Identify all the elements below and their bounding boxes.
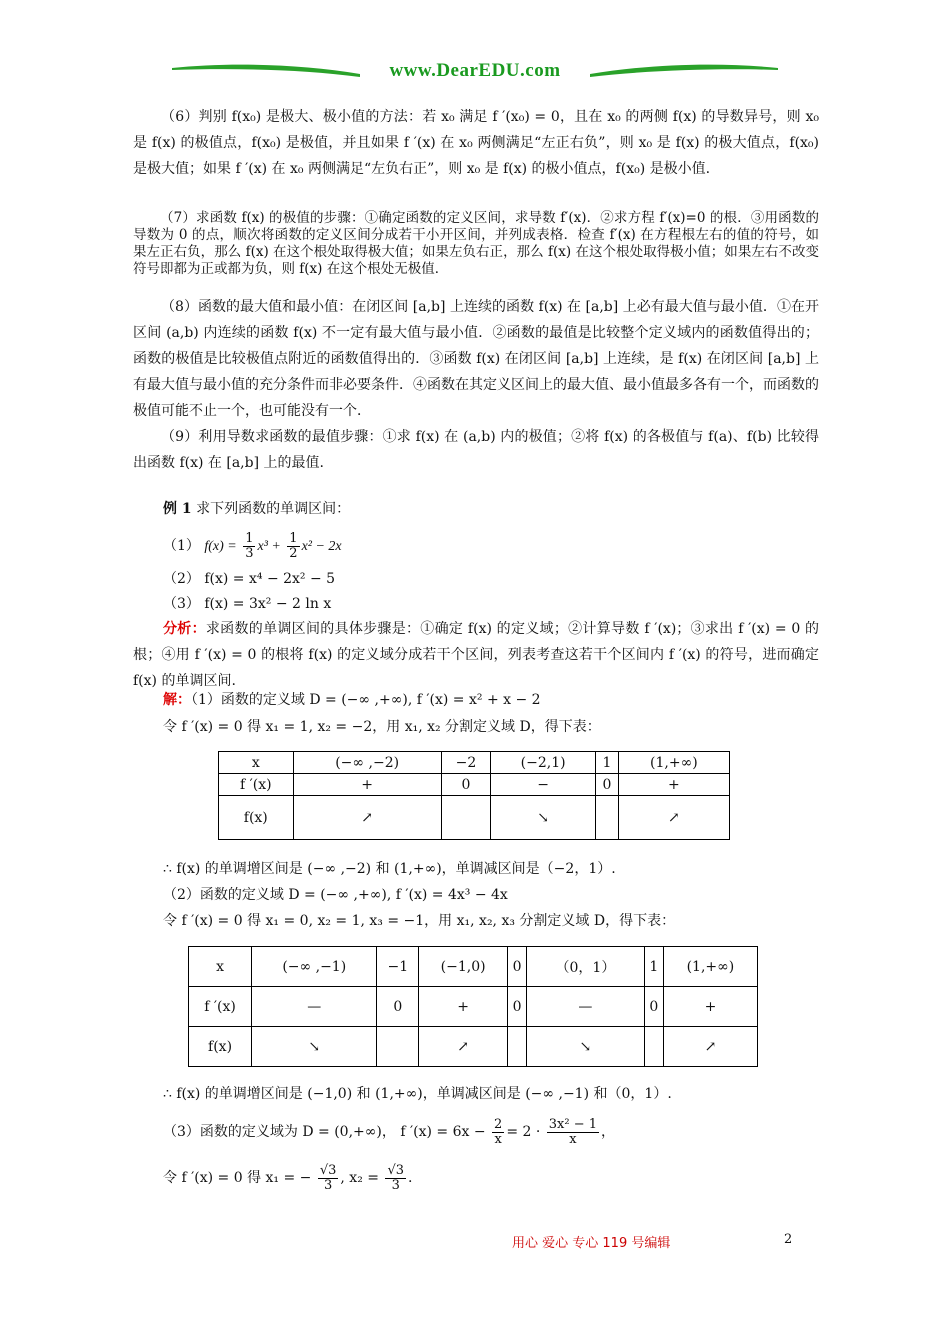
solution-2b: 令 f ′(x) = 0 得 x₁ = 0, x₂ = 1, x₃ = −1，用 x₁, x₂, x₃ 分割定义域 D，得下表： bbox=[163, 913, 676, 929]
table-2-cell bbox=[377, 1027, 419, 1067]
table-1-cell: (1,+∞) bbox=[618, 752, 729, 774]
table-2-cell: (−1,0) bbox=[419, 947, 508, 987]
paragraph-8: （8）函数的最大值和最小值：在闭区间 [a,b] 上连续的函数 f(x) 在 [a,b] 上必有最大值与最小值．①在开区间 (a,b) 内连续的函数 f(x) 不一定有最大值与最小值．②函数的最值是比较整个定义域内的函数值得出的；函数的极值是比较极值点附近的函数值得出的．③函数 f(x) 在闭区间 [a,b] 上连续，是 f(x) 在闭区间 [a,b] 上有最大值与最小值的充分条件而非必要条件．④函数在其定义区间上的最大值、最小值最多各有一个，而函数的极值可能不止一个，也可能没有一个． bbox=[133, 299, 819, 419]
s3-pre: （3）函数的定义域为 D = (0,+∞)， f ′(x) = 6x − bbox=[163, 1124, 486, 1140]
table-1-cell: f ′(x) bbox=[219, 774, 294, 796]
header-banner bbox=[170, 58, 780, 84]
question-1 bbox=[163, 528, 342, 564]
example-heading bbox=[163, 498, 350, 520]
s3b-end: . bbox=[408, 1170, 413, 1186]
table-1 bbox=[218, 751, 730, 840]
table-2-cell: ↗ bbox=[663, 1027, 757, 1067]
table-2-cell: (−∞ ,−1) bbox=[252, 947, 377, 987]
table-1-cell: (−2,1) bbox=[491, 752, 596, 774]
s3b-fraction-1: $\frac{√3}{3}$ bbox=[319, 1162, 337, 1193]
question-2: （2） f(x) = x⁴ − 2x² − 5 bbox=[163, 571, 336, 587]
table-1-cell: ↗ bbox=[618, 796, 729, 840]
table-2-row bbox=[189, 947, 758, 987]
conclusion-2: ∴ f(x) 的单调增区间是 (−1,0) 和 (1,+∞)，单调减区间是 (−∞ ,−1) 和（0，1）. bbox=[163, 1086, 672, 1102]
paragraph-7: （7）求函数 f(x) 的极值的步骤：①确定函数的定义区间，求导数 f′(x)．②求方程 f′(x)=0 的根．③用函数的导数为 0 的点，顺次将函数的定义区间分成若干小开区间，并列成表格．检查 f′(x) 在方程根左右的值的符号，如果左正右负，那么 f(x) 在这个根处取得极大值；如果左负右正，那么 f(x) 在这个根处取得极小值；如果左右不改变符号即都为正或都为负，则 f(x) 在这个根处无极值． bbox=[133, 210, 819, 277]
table-2-cell: ↘ bbox=[252, 1027, 377, 1067]
table-2-row bbox=[189, 1027, 758, 1067]
table-2-cell: ↘ bbox=[527, 1027, 645, 1067]
table-1-cell: (−∞ ,−2) bbox=[293, 752, 441, 774]
table-1-cell: − bbox=[491, 774, 596, 796]
table-1-cell: + bbox=[293, 774, 441, 796]
table-2-cell: (1,+∞) bbox=[663, 947, 757, 987]
table-1-cell bbox=[441, 796, 490, 840]
s3-mid: = 2 · bbox=[506, 1124, 541, 1140]
table-1-cell: x bbox=[219, 752, 294, 774]
analysis-label: 分析： bbox=[163, 621, 206, 637]
table-2-cell: 0 bbox=[507, 987, 526, 1027]
footer-slogan: 用心 爱心 专心 119 号编辑 bbox=[512, 1236, 671, 1251]
site-url[interactable]: www.DearEDU.com bbox=[389, 60, 561, 81]
paragraph-6: （6）判别 f(x₀) 是极大、极小值的方法：若 x₀ 满足 f ′(x₀) = 0，且在 x₀ 的两侧 f(x) 的导数异号，则 x₀ 是 f(x) 的极值点，f(x₀) 是极值，并且如果 f ′(x) 在 x₀ 两侧满足“左正右负”，则 x₀ 是 f(x) 的极大值点，f(x₀) 是极大值；如果 f ′(x) 在 x₀ 两侧满足“左负右正”，则 x₀ 是 f(x) 的极小值点，f(x₀) 是极小值. bbox=[133, 109, 819, 177]
table-1-row bbox=[219, 752, 730, 774]
q1-lhs: f(x) = bbox=[204, 539, 237, 554]
s3b-fraction-2: $\frac{√3}{3}$ bbox=[387, 1162, 405, 1193]
table-2-cell: 0 bbox=[644, 987, 663, 1027]
q1-mid: x³ + bbox=[257, 539, 281, 554]
solution-1-text: （1）函数的定义域 D = (−∞ ,+∞), f ′(x) = x² + x − 2 bbox=[191, 692, 541, 708]
table-1-cell: −2 bbox=[441, 752, 490, 774]
s3-end: ， bbox=[601, 1124, 616, 1140]
table-1-cell: ↘ bbox=[491, 796, 596, 840]
analysis bbox=[133, 616, 819, 694]
table-1-cell: 0 bbox=[441, 774, 490, 796]
table-2-cell: + bbox=[419, 987, 508, 1027]
s3-fraction-1: $\frac{2}{x}$ bbox=[494, 1116, 503, 1147]
table-1-row bbox=[219, 774, 730, 796]
table-2-cell: f ′(x) bbox=[189, 987, 252, 1027]
question-3: （3） f(x) = 3x² − 2 ln x bbox=[163, 596, 332, 612]
table-2-cell: — bbox=[252, 987, 377, 1027]
table-2-cell: 1 bbox=[644, 947, 663, 987]
table-2-cell: ↗ bbox=[419, 1027, 508, 1067]
solution-1-line bbox=[163, 689, 541, 711]
table-1-cell: 1 bbox=[596, 752, 619, 774]
table-2 bbox=[188, 946, 758, 1067]
table-2-cell: x bbox=[189, 947, 252, 987]
q1-end: x² − 2x bbox=[301, 539, 342, 554]
table-1-cell: 0 bbox=[596, 774, 619, 796]
paragraph-9: （9）利用导数求函数的最值步骤：①求 f(x) 在 (a,b) 内的极值；②将 f(x) 的各极值与 f(a)、f(b) 比较得出函数 f(x) 在 [a,b] 上的最值. bbox=[133, 429, 819, 471]
conclusion-1: ∴ f(x) 的单调增区间是 (−∞ ,−2) 和 (1,+∞)，单调减区间是（−2，1）. bbox=[163, 861, 616, 877]
table-2-cell: −1 bbox=[377, 947, 419, 987]
table-1-cell: f(x) bbox=[219, 796, 294, 840]
s3b-pre: 令 f ′(x) = 0 得 x₁ = − bbox=[163, 1170, 312, 1186]
table-1-row bbox=[219, 796, 730, 840]
s3b-mid: , x₂ = bbox=[340, 1170, 379, 1186]
solution-3 bbox=[163, 1112, 615, 1152]
table-2-cell: 0 bbox=[377, 987, 419, 1027]
q1-fraction-2: $\frac{1}{2}$ bbox=[289, 530, 298, 561]
table-2-cell: + bbox=[663, 987, 757, 1027]
solution-label: 解： bbox=[163, 692, 191, 708]
table-2-cell bbox=[507, 1027, 526, 1067]
example-title: 例 1 bbox=[163, 501, 192, 517]
q1-fraction-1: $\frac{1}{3}$ bbox=[245, 530, 254, 561]
table-2-cell bbox=[644, 1027, 663, 1067]
example-prompt: 求下列函数的单调区间： bbox=[196, 501, 351, 517]
q1-label: （1） bbox=[163, 538, 200, 554]
table-1-cell: ↗ bbox=[293, 796, 441, 840]
table-1-cell bbox=[596, 796, 619, 840]
table-2-cell: f(x) bbox=[189, 1027, 252, 1067]
solution-1b: 令 f ′(x) = 0 得 x₁ = 1, x₂ = −2，用 x₁, x₂ 分割定义域 D，得下表： bbox=[163, 719, 601, 735]
table-2-row bbox=[189, 987, 758, 1027]
solution-3b bbox=[163, 1158, 412, 1198]
table-2-cell: （0，1） bbox=[527, 947, 645, 987]
page-number: 2 bbox=[784, 1232, 793, 1247]
table-2-cell: 0 bbox=[507, 947, 526, 987]
table-1-cell: + bbox=[618, 774, 729, 796]
table-2-cell: — bbox=[527, 987, 645, 1027]
s3-fraction-2: $\frac{\text{3x² − 1}}{x}$ bbox=[548, 1116, 598, 1147]
analysis-text: 求函数的单调区间的具体步骤是：①确定 f(x) 的定义域；②计算导数 f ′(x)；③求出 f ′(x) = 0 的根；④用 f ′(x) = 0 的根将 f(x) 的定义域分成若干个区间，列表考查这若干个区间内 f ′(x) 的符号，进而确定 f(x) 的单调区间. bbox=[133, 621, 819, 689]
solution-2: （2）函数的定义域 D = (−∞ ,+∞), f ′(x) = 4x³ − 4x bbox=[163, 887, 508, 903]
